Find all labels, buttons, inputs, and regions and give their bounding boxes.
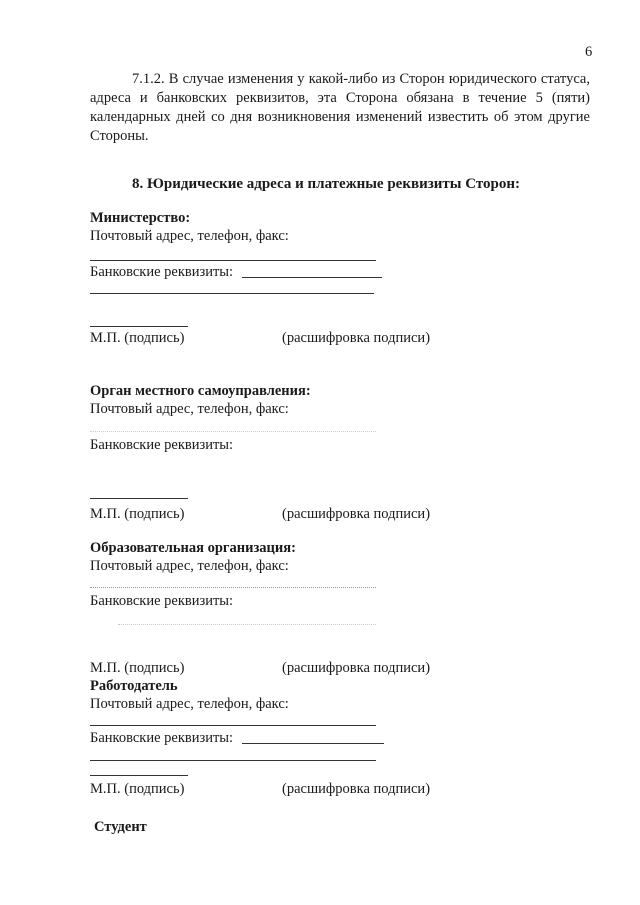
party-ministry-bank-label: Банковские реквизиты: bbox=[90, 264, 234, 280]
party-local-gov-sign-line bbox=[90, 498, 188, 499]
page-number: 6 bbox=[585, 44, 593, 60]
clause-text: 7.1.2. В случае изменения у какой-либо из Сторон юридического статуса, адреса и банковских реквизитов, эта Сторона обязана в течение 5 (пяти) календарных дней со дня возникновения изменений известить об этом другие Стороны. bbox=[90, 71, 590, 144]
party-ministry-bank-line-2 bbox=[90, 293, 374, 294]
clause-7-1-2 bbox=[90, 70, 590, 146]
party-employer-bank-line bbox=[242, 743, 384, 744]
party-local-gov-address-line bbox=[90, 431, 376, 432]
party-edu-org-address-line bbox=[90, 587, 376, 588]
party-employer-name: Работодатель bbox=[90, 678, 178, 694]
party-edu-org-name: Образовательная организация: bbox=[90, 540, 296, 556]
party-edu-org-stamp-sign: М.П. (подпись) bbox=[90, 660, 185, 676]
party-employer-address-label: Почтовый адрес, телефон, факс: bbox=[90, 696, 289, 712]
party-local-gov-bank-label: Банковские реквизиты: bbox=[90, 437, 234, 453]
party-edu-org-address-label: Почтовый адрес, телефон, факс: bbox=[90, 558, 289, 574]
party-local-gov-name: Орган местного самоуправления: bbox=[90, 383, 311, 399]
section-title: 8. Юридические адреса и платежные реквизиты Сторон: bbox=[132, 176, 521, 192]
party-ministry-decode: (расшифровка подписи) bbox=[282, 330, 431, 346]
party-ministry-sign-line bbox=[90, 326, 188, 327]
party-local-gov-decode: (расшифровка подписи) bbox=[282, 506, 431, 522]
party-edu-org-bank-label: Банковские реквизиты: bbox=[90, 593, 234, 609]
party-employer-sign-line bbox=[90, 775, 188, 776]
party-employer-bank-line-2 bbox=[90, 760, 376, 761]
party-employer-address-line bbox=[90, 725, 376, 726]
party-ministry-bank-line bbox=[242, 277, 382, 278]
party-local-gov-stamp-sign: М.П. (подпись) bbox=[90, 506, 185, 522]
party-local-gov-address-label: Почтовый адрес, телефон, факс: bbox=[90, 401, 289, 417]
party-ministry-address-label: Почтовый адрес, телефон, факс: bbox=[90, 228, 289, 244]
party-ministry-name: Министерство: bbox=[90, 210, 191, 226]
party-ministry-stamp-sign: М.П. (подпись) bbox=[90, 330, 185, 346]
party-edu-org-bank-line bbox=[118, 624, 376, 625]
party-student-name: Студент bbox=[94, 819, 147, 835]
party-edu-org-decode: (расшифровка подписи) bbox=[282, 660, 431, 676]
party-ministry-address-line bbox=[90, 260, 376, 261]
party-employer-bank-label: Банковские реквизиты: bbox=[90, 730, 234, 746]
party-employer-stamp-sign: М.П. (подпись) bbox=[90, 781, 185, 797]
party-employer-decode: (расшифровка подписи) bbox=[282, 781, 431, 797]
